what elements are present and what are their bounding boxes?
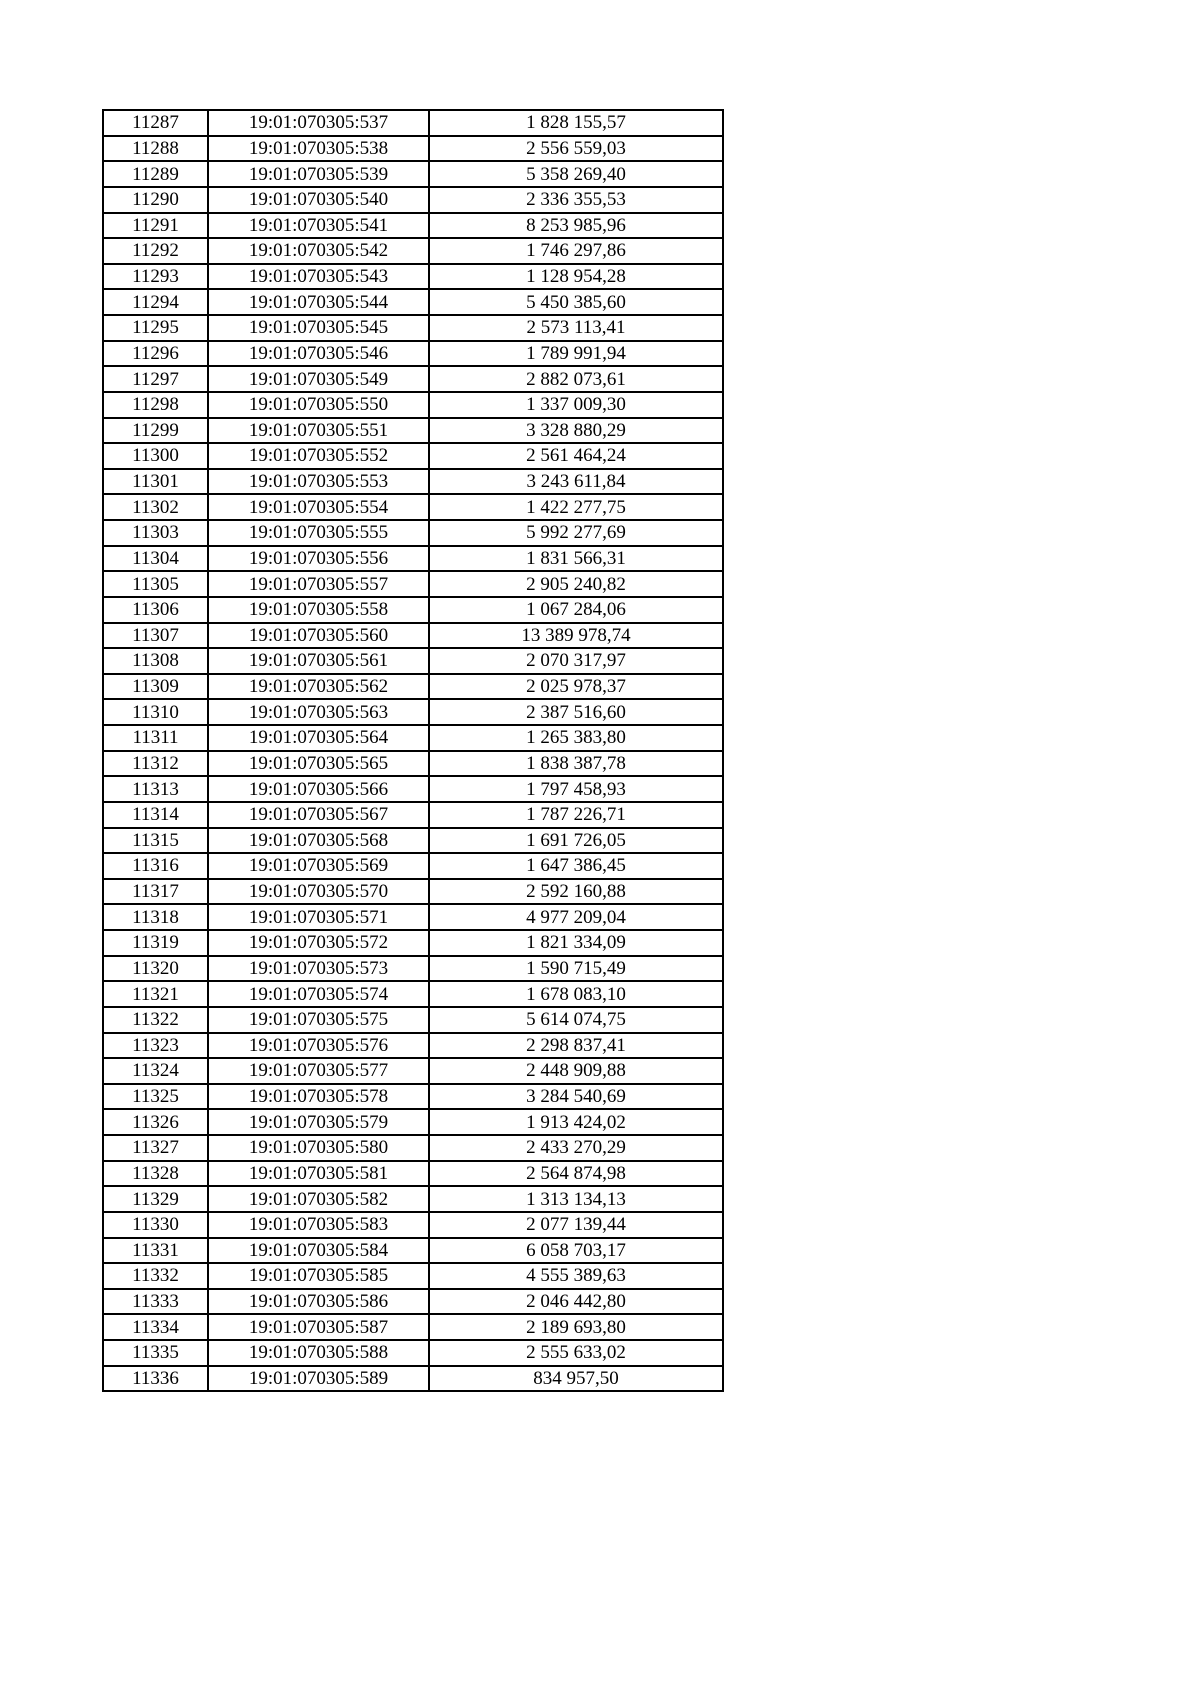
table-row: [103, 1314, 723, 1340]
row-number-cell: 11333: [103, 1289, 208, 1315]
cadastral-number-cell: 19:01:070305:568: [208, 828, 429, 854]
value-cell: 2 025 978,37: [429, 674, 723, 700]
row-number-cell: 11306: [103, 597, 208, 623]
row-number-cell: 11323: [103, 1033, 208, 1059]
table-row: [103, 418, 723, 444]
table-row: [103, 366, 723, 392]
value-cell: 3 243 611,84: [429, 469, 723, 495]
row-number-cell: 11319: [103, 930, 208, 956]
value-cell: 2 882 073,61: [429, 366, 723, 392]
table-row: [103, 1033, 723, 1059]
row-number-cell: 11290: [103, 187, 208, 213]
row-number-cell: 11324: [103, 1058, 208, 1084]
row-number-cell: 11300: [103, 443, 208, 469]
value-cell: 1 590 715,49: [429, 956, 723, 982]
row-number-cell: 11303: [103, 520, 208, 546]
value-cell: 1 313 134,13: [429, 1186, 723, 1212]
table-row: [103, 546, 723, 572]
table-row: [103, 828, 723, 854]
table-row: [103, 674, 723, 700]
value-cell: 2 298 837,41: [429, 1033, 723, 1059]
table-row: [103, 494, 723, 520]
table-row: [103, 1289, 723, 1315]
value-cell: 1 821 334,09: [429, 930, 723, 956]
value-cell: 1 831 566,31: [429, 546, 723, 572]
table-row: [103, 930, 723, 956]
table-row: [103, 1135, 723, 1161]
row-number-cell: 11307: [103, 623, 208, 649]
row-number-cell: 11327: [103, 1135, 208, 1161]
cadastral-number-cell: 19:01:070305:550: [208, 392, 429, 418]
value-cell: 2 592 160,88: [429, 879, 723, 905]
cadastral-number-cell: 19:01:070305:566: [208, 776, 429, 802]
cadastral-number-cell: 19:01:070305:561: [208, 648, 429, 674]
value-cell: 2 336 355,53: [429, 187, 723, 213]
row-number-cell: 11299: [103, 418, 208, 444]
table-row: [103, 520, 723, 546]
value-cell: 5 358 269,40: [429, 161, 723, 187]
value-cell: 1 828 155,57: [429, 110, 723, 136]
row-number-cell: 11302: [103, 494, 208, 520]
value-cell: 1 787 226,71: [429, 802, 723, 828]
row-number-cell: 11309: [103, 674, 208, 700]
value-cell: 5 450 385,60: [429, 289, 723, 315]
table-row: [103, 1366, 723, 1392]
row-number-cell: 11329: [103, 1186, 208, 1212]
cadastral-number-cell: 19:01:070305:576: [208, 1033, 429, 1059]
row-number-cell: 11292: [103, 238, 208, 264]
cadastral-number-cell: 19:01:070305:588: [208, 1340, 429, 1366]
value-cell: 834 957,50: [429, 1366, 723, 1392]
table-row: [103, 1340, 723, 1366]
row-number-cell: 11322: [103, 1007, 208, 1033]
cadastral-number-cell: 19:01:070305:572: [208, 930, 429, 956]
table-row: [103, 341, 723, 367]
row-number-cell: 11296: [103, 341, 208, 367]
table-row: [103, 1263, 723, 1289]
table-body: [103, 110, 723, 1391]
cadastral-number-cell: 19:01:070305:582: [208, 1186, 429, 1212]
cadastral-number-cell: 19:01:070305:557: [208, 571, 429, 597]
cadastral-number-cell: 19:01:070305:552: [208, 443, 429, 469]
cadastral-number-cell: 19:01:070305:540: [208, 187, 429, 213]
table-row: [103, 776, 723, 802]
row-number-cell: 11318: [103, 904, 208, 930]
cadastral-number-cell: 19:01:070305:546: [208, 341, 429, 367]
cadastral-number-cell: 19:01:070305:549: [208, 366, 429, 392]
value-cell: 2 564 874,98: [429, 1161, 723, 1187]
row-number-cell: 11314: [103, 802, 208, 828]
value-cell: 1 691 726,05: [429, 828, 723, 854]
cadastral-number-cell: 19:01:070305:569: [208, 853, 429, 879]
value-cell: 6 058 703,17: [429, 1238, 723, 1264]
cadastral-number-cell: 19:01:070305:560: [208, 623, 429, 649]
data-table: [102, 109, 724, 1392]
row-number-cell: 11295: [103, 315, 208, 341]
value-cell: 1 647 386,45: [429, 853, 723, 879]
cadastral-number-cell: 19:01:070305:584: [208, 1238, 429, 1264]
table-row: [103, 1161, 723, 1187]
cadastral-number-cell: 19:01:070305:551: [208, 418, 429, 444]
value-cell: 5 614 074,75: [429, 1007, 723, 1033]
cadastral-number-cell: 19:01:070305:541: [208, 213, 429, 239]
cadastral-number-cell: 19:01:070305:545: [208, 315, 429, 341]
value-cell: 2 387 516,60: [429, 699, 723, 725]
row-number-cell: 11315: [103, 828, 208, 854]
table-row: [103, 1007, 723, 1033]
table-row: [103, 879, 723, 905]
cadastral-number-cell: 19:01:070305:543: [208, 264, 429, 290]
value-cell: 2 905 240,82: [429, 571, 723, 597]
table-row: [103, 1084, 723, 1110]
cadastral-number-cell: 19:01:070305:556: [208, 546, 429, 572]
value-cell: 4 977 209,04: [429, 904, 723, 930]
value-cell: 8 253 985,96: [429, 213, 723, 239]
table-row: [103, 1238, 723, 1264]
row-number-cell: 11298: [103, 392, 208, 418]
row-number-cell: 11311: [103, 725, 208, 751]
cadastral-number-cell: 19:01:070305:537: [208, 110, 429, 136]
row-number-cell: 11310: [103, 699, 208, 725]
cadastral-number-cell: 19:01:070305:565: [208, 751, 429, 777]
table-row: [103, 571, 723, 597]
value-cell: 1 422 277,75: [429, 494, 723, 520]
cadastral-number-cell: 19:01:070305:563: [208, 699, 429, 725]
value-cell: 1 128 954,28: [429, 264, 723, 290]
cadastral-number-cell: 19:01:070305:589: [208, 1366, 429, 1392]
cadastral-number-cell: 19:01:070305:583: [208, 1212, 429, 1238]
row-number-cell: 11335: [103, 1340, 208, 1366]
table-row: [103, 853, 723, 879]
cadastral-number-cell: 19:01:070305:577: [208, 1058, 429, 1084]
cadastral-number-cell: 19:01:070305:562: [208, 674, 429, 700]
cadastral-number-cell: 19:01:070305:573: [208, 956, 429, 982]
value-cell: 1 838 387,78: [429, 751, 723, 777]
value-cell: 2 189 693,80: [429, 1314, 723, 1340]
value-cell: 1 789 991,94: [429, 341, 723, 367]
row-number-cell: 11325: [103, 1084, 208, 1110]
cadastral-number-cell: 19:01:070305:554: [208, 494, 429, 520]
cadastral-number-cell: 19:01:070305:587: [208, 1314, 429, 1340]
row-number-cell: 11331: [103, 1238, 208, 1264]
value-cell: 3 328 880,29: [429, 418, 723, 444]
table-row: [103, 469, 723, 495]
table-row: [103, 264, 723, 290]
row-number-cell: 11305: [103, 571, 208, 597]
table-row: [103, 161, 723, 187]
value-cell: 1 913 424,02: [429, 1109, 723, 1135]
value-cell: 1 746 297,86: [429, 238, 723, 264]
row-number-cell: 11289: [103, 161, 208, 187]
row-number-cell: 11320: [103, 956, 208, 982]
table-row: [103, 981, 723, 1007]
cadastral-number-cell: 19:01:070305:570: [208, 879, 429, 905]
row-number-cell: 11316: [103, 853, 208, 879]
table-row: [103, 213, 723, 239]
value-cell: 5 992 277,69: [429, 520, 723, 546]
table-row: [103, 699, 723, 725]
value-cell: 2 077 139,44: [429, 1212, 723, 1238]
cadastral-number-cell: 19:01:070305:574: [208, 981, 429, 1007]
value-cell: 2 561 464,24: [429, 443, 723, 469]
cadastral-number-cell: 19:01:070305:539: [208, 161, 429, 187]
table-row: [103, 110, 723, 136]
value-cell: 1 337 009,30: [429, 392, 723, 418]
table-row: [103, 648, 723, 674]
row-number-cell: 11301: [103, 469, 208, 495]
table-row: [103, 1186, 723, 1212]
cadastral-number-cell: 19:01:070305:558: [208, 597, 429, 623]
row-number-cell: 11336: [103, 1366, 208, 1392]
table-row: [103, 238, 723, 264]
cadastral-number-cell: 19:01:070305:571: [208, 904, 429, 930]
value-cell: 2 556 559,03: [429, 136, 723, 162]
row-number-cell: 11304: [103, 546, 208, 572]
table-row: [103, 443, 723, 469]
row-number-cell: 11321: [103, 981, 208, 1007]
value-cell: 2 433 270,29: [429, 1135, 723, 1161]
value-cell: 1 797 458,93: [429, 776, 723, 802]
table-row: [103, 1109, 723, 1135]
table-row: [103, 904, 723, 930]
row-number-cell: 11313: [103, 776, 208, 802]
table-row: [103, 597, 723, 623]
cadastral-number-cell: 19:01:070305:578: [208, 1084, 429, 1110]
cadastral-number-cell: 19:01:070305:567: [208, 802, 429, 828]
cadastral-number-cell: 19:01:070305:538: [208, 136, 429, 162]
row-number-cell: 11288: [103, 136, 208, 162]
row-number-cell: 11291: [103, 213, 208, 239]
table-row: [103, 956, 723, 982]
value-cell: 2 070 317,97: [429, 648, 723, 674]
row-number-cell: 11308: [103, 648, 208, 674]
cadastral-number-cell: 19:01:070305:542: [208, 238, 429, 264]
value-cell: 1 265 383,80: [429, 725, 723, 751]
row-number-cell: 11312: [103, 751, 208, 777]
table-row: [103, 751, 723, 777]
table-row: [103, 1212, 723, 1238]
row-number-cell: 11334: [103, 1314, 208, 1340]
table-row: [103, 623, 723, 649]
table-row: [103, 187, 723, 213]
cadastral-number-cell: 19:01:070305:581: [208, 1161, 429, 1187]
cadastral-number-cell: 19:01:070305:579: [208, 1109, 429, 1135]
table-row: [103, 1058, 723, 1084]
value-cell: 4 555 389,63: [429, 1263, 723, 1289]
row-number-cell: 11287: [103, 110, 208, 136]
row-number-cell: 11332: [103, 1263, 208, 1289]
value-cell: 2 573 113,41: [429, 315, 723, 341]
table-row: [103, 392, 723, 418]
value-cell: 1 678 083,10: [429, 981, 723, 1007]
row-number-cell: 11328: [103, 1161, 208, 1187]
cadastral-number-cell: 19:01:070305:580: [208, 1135, 429, 1161]
row-number-cell: 11297: [103, 366, 208, 392]
cadastral-number-cell: 19:01:070305:553: [208, 469, 429, 495]
row-number-cell: 11293: [103, 264, 208, 290]
value-cell: 3 284 540,69: [429, 1084, 723, 1110]
value-cell: 1 067 284,06: [429, 597, 723, 623]
row-number-cell: 11317: [103, 879, 208, 905]
value-cell: 2 448 909,88: [429, 1058, 723, 1084]
cadastral-number-cell: 19:01:070305:575: [208, 1007, 429, 1033]
value-cell: 2 046 442,80: [429, 1289, 723, 1315]
cadastral-number-cell: 19:01:070305:586: [208, 1289, 429, 1315]
cadastral-number-cell: 19:01:070305:544: [208, 289, 429, 315]
row-number-cell: 11294: [103, 289, 208, 315]
row-number-cell: 11330: [103, 1212, 208, 1238]
cadastral-number-cell: 19:01:070305:564: [208, 725, 429, 751]
value-cell: 13 389 978,74: [429, 623, 723, 649]
table-row: [103, 802, 723, 828]
table-row: [103, 289, 723, 315]
table-row: [103, 725, 723, 751]
value-cell: 2 555 633,02: [429, 1340, 723, 1366]
cadastral-number-cell: 19:01:070305:555: [208, 520, 429, 546]
table-row: [103, 136, 723, 162]
row-number-cell: 11326: [103, 1109, 208, 1135]
table-row: [103, 315, 723, 341]
cadastral-number-cell: 19:01:070305:585: [208, 1263, 429, 1289]
